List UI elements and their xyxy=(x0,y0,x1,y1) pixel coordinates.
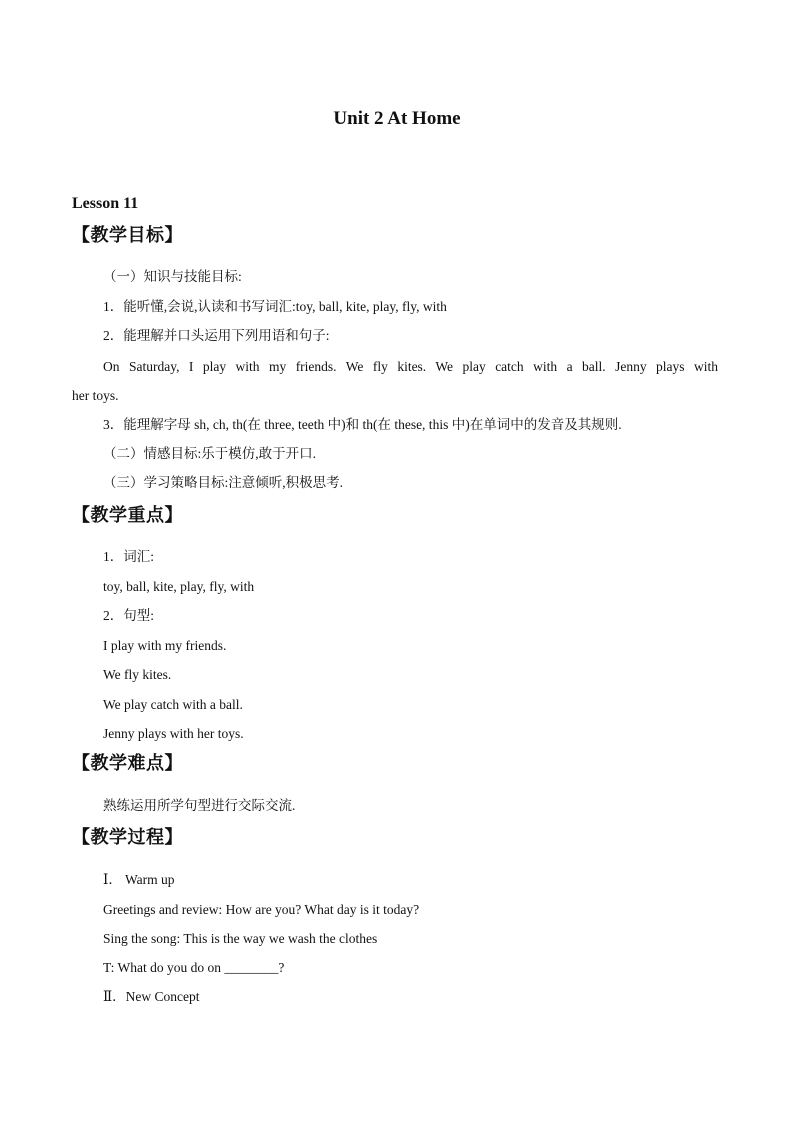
objectives-sentence-line-1: On Saturday, I play with my friends. We fly kites. We play catch with a ball. Jenny plays with xyxy=(103,359,718,374)
process-step-2: Ⅱ．New Concept xyxy=(103,989,200,1004)
difficulties-text: 熟练运用所学句型进行交际交流. xyxy=(103,798,296,813)
objectives-emotion: （二）情感目标:乐于模仿,敢于开口. xyxy=(103,446,317,461)
lesson-label: Lesson 11 xyxy=(72,195,139,212)
process-line-2: Sing the song: This is the way we wash the clothes xyxy=(103,931,378,946)
heading-process: 【教学过程】 xyxy=(72,827,183,848)
process-line-3: T: What do you do on ________? xyxy=(103,960,285,975)
key-points-pattern: Jenny plays with her toys. xyxy=(103,726,244,741)
heading-difficulties: 【教学难点】 xyxy=(72,753,183,774)
objectives-item-2: 2．能理解并口头运用下列用语和句子: xyxy=(103,328,330,343)
objectives-item-3: 3．能理解字母 sh, ch, th(在 three, teeth 中)和 th(在 these, this 中)在单词中的发音及其规则. xyxy=(103,417,622,432)
process-step-1: Ⅰ． Warm up xyxy=(103,872,175,887)
heading-objectives: 【教学目标】 xyxy=(72,225,183,246)
objectives-sentence-line-2: her toys. xyxy=(72,388,119,403)
objectives-knowledge-title: （一）知识与技能目标: xyxy=(103,269,242,284)
key-points-pattern: I play with my friends. xyxy=(103,638,227,653)
heading-key-points: 【教学重点】 xyxy=(72,505,183,526)
key-points-pattern: We play catch with a ball. xyxy=(103,697,243,712)
objectives-item-1: 1．能听懂,会说,认读和书写词汇:toy, ball, kite, play, fly, with xyxy=(103,299,447,314)
process-line-1: Greetings and review: How are you? What day is it today? xyxy=(103,902,420,917)
key-points-pattern-title: 2．句型: xyxy=(103,608,155,623)
objectives-strategy: （三）学习策略目标:注意倾听,积极思考. xyxy=(103,475,344,490)
key-points-vocab-title: 1．词汇: xyxy=(103,549,155,564)
key-points-pattern: We fly kites. xyxy=(103,667,172,682)
page-title: Unit 2 At Home xyxy=(333,108,461,129)
key-points-vocab: toy, ball, kite, play, fly, with xyxy=(103,579,255,594)
